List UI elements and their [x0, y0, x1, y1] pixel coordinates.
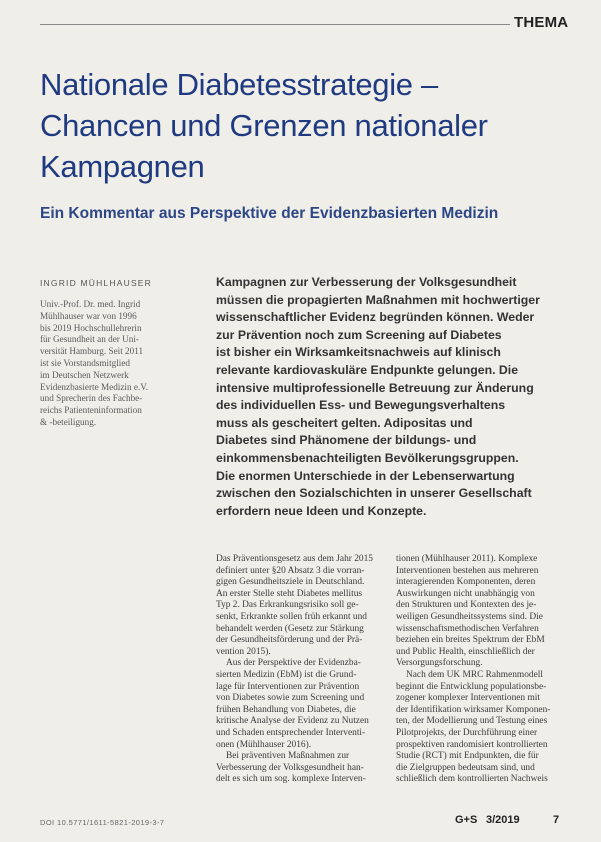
bio-line: Evidenzbasierte Medizin e.V. — [40, 381, 149, 392]
abstract-line: erfordern neue Ideen und Konzepte. — [216, 503, 427, 518]
abstract-line: Die enormen Unterschiede in der Lebenserwartung — [216, 468, 515, 483]
section-tag: THEMA — [514, 14, 569, 31]
bio-line: reichs Patienteninformation — [40, 405, 142, 416]
body-line: Bei präventiven Maßnahmen zur — [226, 751, 350, 762]
bio-line: Mühlhauser war von 1996 — [40, 310, 137, 321]
header-rule — [40, 24, 510, 25]
bio-line: & -beteiligung. — [40, 416, 97, 427]
bio-line: für Gesundheit an der Uni- — [40, 334, 139, 345]
body-line: prospektiven randomisiert kontrollierten — [396, 739, 548, 750]
bio-line: und Sprecherin des Fachbe- — [40, 393, 143, 404]
body-line: Studie (RCT) mit Endpunkten, die für — [396, 751, 539, 762]
body-line: den Strukturen und Kontexten des je- — [396, 600, 537, 611]
body-line: vention 2015). — [216, 646, 271, 657]
body-line: Typ 2. Das Erkrankungsrisiko soll ge- — [216, 600, 359, 611]
body-line: definiert unter §20 Absatz 3 die vorran- — [216, 565, 365, 576]
author-name: INGRID MÜHLHAUSER — [40, 278, 153, 288]
body-column-2 — [396, 554, 562, 786]
body-line: frühen Behandlung von Diabetes, die — [216, 704, 356, 715]
body-line: weiligen Gesundheitssystems sind. Die — [396, 611, 543, 622]
title-line: Nationale Diabetesstrategie – — [40, 67, 438, 102]
body-line: behandelt werden (Gesetz zur Stärkung — [216, 623, 364, 634]
abstract-line: zur Prävention noch zum Screening auf Diabetes — [216, 327, 502, 342]
journal-name: G+S — [455, 814, 478, 826]
body-line: schließlich dem kontrollierten Nachweis — [396, 774, 548, 785]
abstract-line: ist bisher ein Wirksamkeitsnachweis auf klinisch — [216, 345, 501, 360]
body-line: der Identifikation wirksamer Komponen- — [396, 704, 551, 715]
abstract-line: einkommensbenachteiligten Bevölkerungsgruppen. — [216, 450, 519, 465]
article-title — [40, 64, 570, 187]
body-line: tionen (Mühlhauser 2011). Komplexe — [396, 554, 538, 564]
issue-number: 3/2019 — [486, 814, 520, 826]
body-line: wissenschaftsmethodischen Verfahren — [396, 623, 539, 634]
title-line: Kampagnen — [40, 149, 205, 184]
body-line: An erster Stelle steht Diabetes mellitus — [216, 588, 363, 599]
abstract-line: Diabetes sind Phänomene der bildungs- und — [216, 433, 477, 448]
bio-line: versität Hamburg. Seit 2011 — [40, 346, 144, 357]
body-line: die Zielgruppen bedeutsam sind, und — [396, 762, 535, 773]
body-line: beginnt die Entwicklung populationsbe- — [396, 681, 547, 692]
article-subtitle: Ein Kommentar aus Perspektive der Evidenzbasierten Medizin — [40, 205, 499, 222]
body-line: onen (Mühlhauser 2016). — [216, 739, 312, 750]
body-line: Interventionen bestehen aus mehreren — [396, 565, 539, 576]
body-line: sierten Medizin (EbM) ist die Grund- — [216, 669, 357, 680]
body-line: Verbesserung der Volksgesundheit han- — [216, 762, 364, 773]
bio-line: im Deutschen Netzwerk — [40, 369, 129, 380]
body-line: lage für Interventionen zur Prävention — [216, 681, 360, 692]
body-line: der Gesundheitsförderung und der Prä- — [216, 635, 363, 646]
abstract-line: wissenschaftlicher Evidenz begründen können. Weder — [216, 310, 535, 325]
abstract-line: Kampagnen zur Verbesserung der Volksgesundheit — [216, 275, 517, 289]
body-line: kritische Analyse der Evidenz zu Nutzen — [216, 716, 369, 727]
page-number: 7 — [553, 814, 560, 826]
abstract-line: muss als gescheitert gelten. Adipositas und — [216, 415, 473, 430]
body-line: Nach dem UK MRC Rahmenmodell — [406, 669, 543, 680]
author-bio — [40, 299, 190, 429]
body-line: gigen Gesundheitsziele in Deutschland. — [216, 577, 365, 588]
abstract-line: des individuellen Ess- und Bewegungsverhaltens — [216, 398, 506, 413]
body-line: senkt, Erkrankte sollen früh erkannt und — [216, 611, 367, 622]
body-line: interagierenden Komponenten, deren — [396, 577, 536, 588]
body-column-1 — [216, 554, 382, 786]
body-line: von Diabetes sowie zum Screening und — [216, 693, 365, 704]
body-line: ten, der Modellierung und Testung eines — [396, 716, 548, 727]
body-line: Pilotprojekts, der Durchführung einer — [396, 727, 538, 738]
body-line: Versorgungsforschung. — [396, 658, 483, 669]
bio-line: ist sie Vorstandsmitglied — [40, 357, 131, 368]
abstract-line: intensive multiprofessionelle Betreuung zur Änderung — [216, 380, 534, 395]
body-line: Aus der Perspektive der Evidenzba- — [226, 658, 361, 669]
bio-line: bis 2019 Hochschullehrerin — [40, 322, 142, 333]
body-line: und Public Health, einschließlich der — [396, 646, 535, 657]
body-line: delt es sich um sog. komplexe Interven- — [216, 774, 366, 785]
body-line: Das Präventionsgesetz aus dem Jahr 2015 — [216, 554, 373, 564]
abstract-line: zwischen den Sozialschichten in unserer Gesellschaft — [216, 486, 532, 501]
body-line: zogener komplexer Interventionen mit — [396, 693, 540, 704]
bio-line: Univ.-Prof. Dr. med. Ingrid — [40, 299, 141, 309]
doi-reference: DOI 10.5771/1611-5821-2019-3-7 — [40, 818, 165, 827]
article-abstract — [216, 274, 576, 520]
title-line: Chancen und Grenzen nationaler — [40, 108, 488, 143]
body-line: und Schaden entsprechender Interventi- — [216, 727, 366, 738]
abstract-line: relevante kardiovaskuläre Endpunkte gelungen. Die — [216, 362, 519, 377]
abstract-line: müssen die propagierten Maßnahmen mit hochwertiger — [216, 292, 540, 307]
body-line: Auswirkungen nicht unabhängig von — [396, 588, 535, 599]
body-line: beziehen ein breites Spektrum der EbM — [396, 635, 545, 646]
